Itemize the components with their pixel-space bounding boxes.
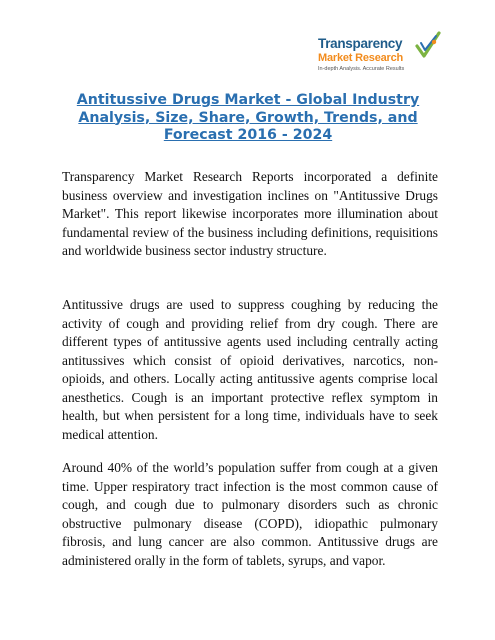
logo-name: Transparency xyxy=(318,36,403,51)
document-title-link[interactable]: Antitussive Drugs Market - Global Industry Analysis, Size, Share, Growth, Trends, and Forecast 2016 - 2024 xyxy=(76,92,420,143)
paragraph-prevalence: Around 40% of the world’s population suffer from cough at a given time. Upper respiratory tract infection is the most common cause of cough, and cough due to pulmonary disorders such as chronic obstructive pulmonary disease (COPD), idiopathic pulmonary fibrosis, and lung cancer are also common. Antitussive drugs are administered orally in the form of tablets, syrups, and vapor. xyxy=(62,460,438,568)
company-logo xyxy=(318,30,442,78)
paragraph-intro: Transparency Market Research Reports incorporated a definite business overview and investigation inclines on "Antitussive Drugs Market". This report likewise incorporates more illumination about fundamental review of the business including definitions, requisitions and worldwide business sector industry structure. xyxy=(62,169,438,258)
logo-tagline: In-depth Analysis. Accurate Results xyxy=(318,66,405,72)
paragraph-description: Antitussive drugs are used to suppress coughing by reducing the activity of cough and providing relief from dry cough. There are different types of antitussive agents used including centrally acting antitussives which consist of opioid derivatives, narcotics, non-opioids, and others. Locally acting antitussive agents comprise local anesthetics. Cough is an important protective reflex symptom in health, but when persistent for a long time, individuals have to seek medical attention. xyxy=(62,297,438,442)
checkmark-logo-icon xyxy=(414,30,442,62)
logo-subname: Market Research xyxy=(318,52,404,64)
